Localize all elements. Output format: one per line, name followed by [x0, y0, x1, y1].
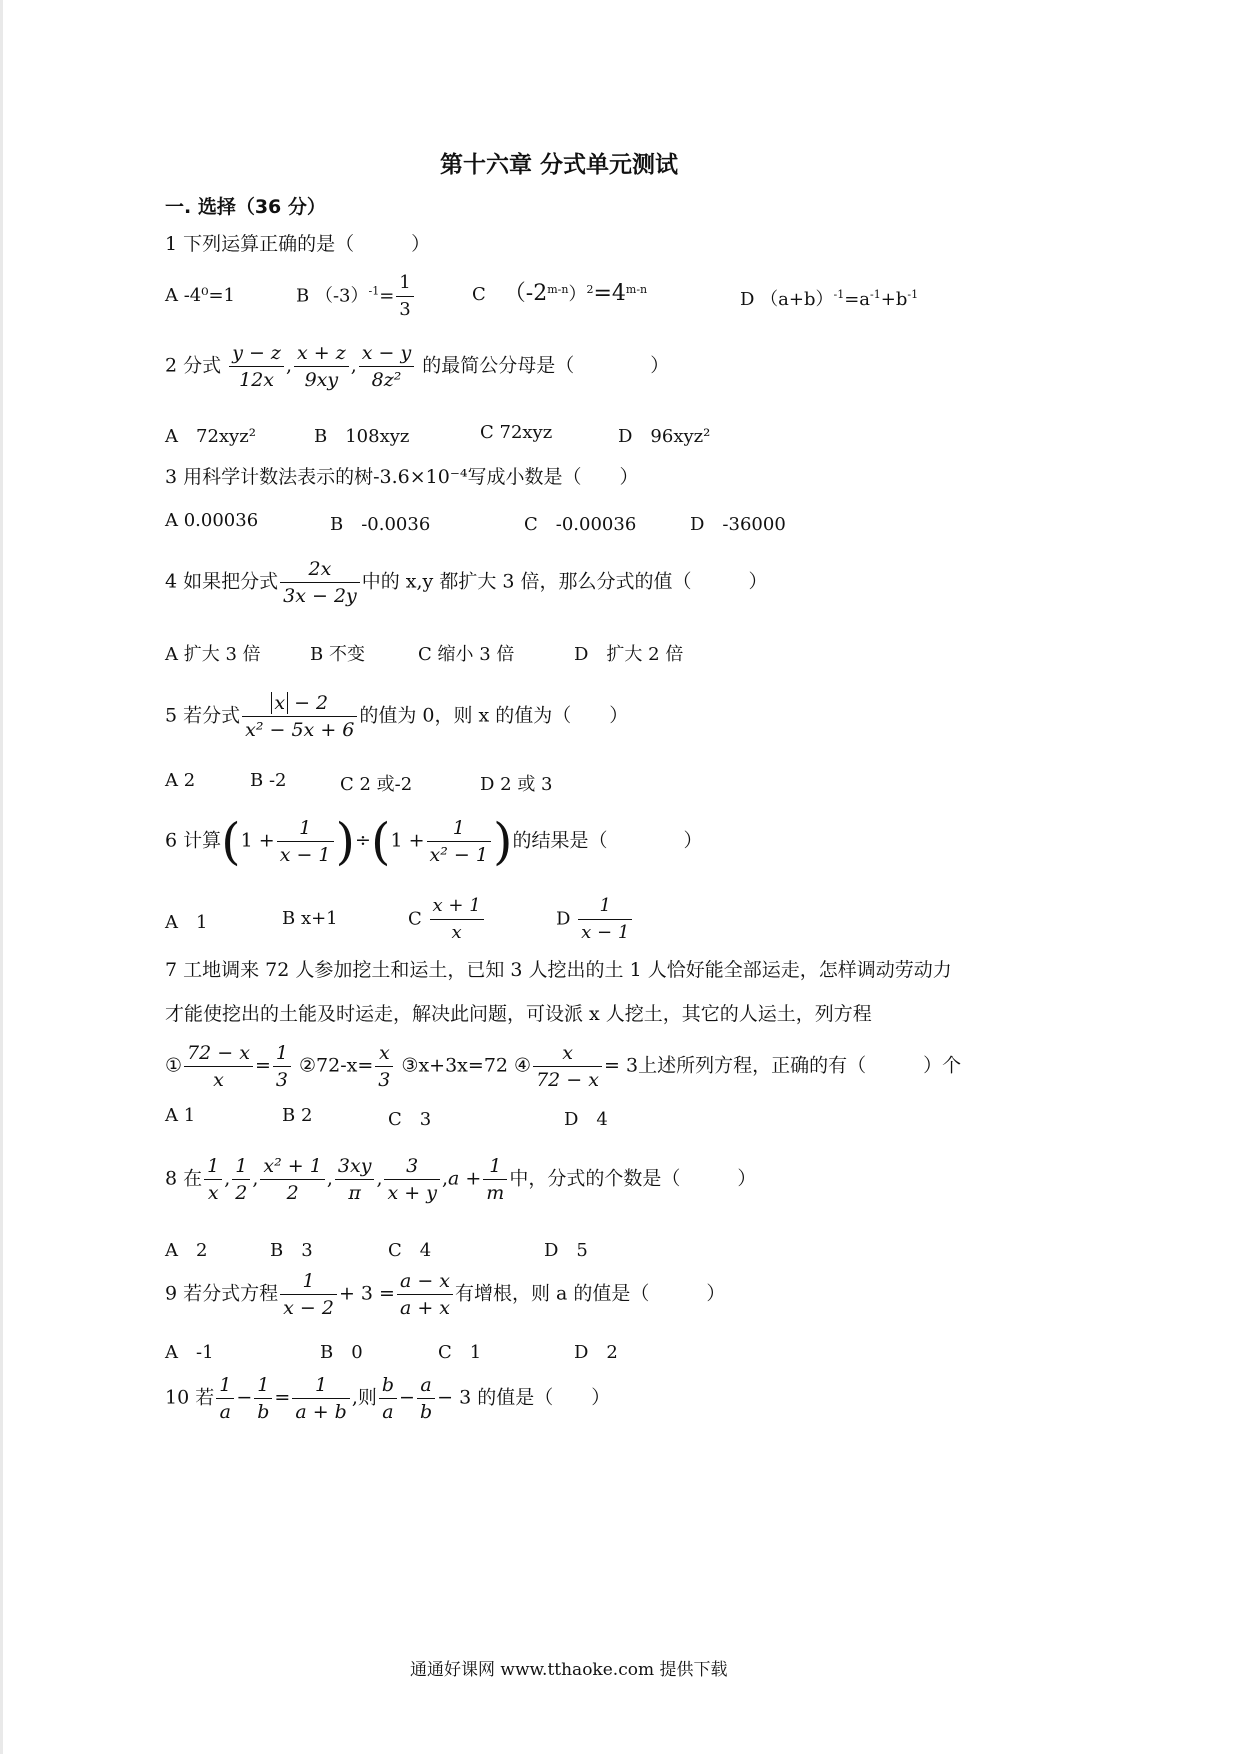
q8-option-d: D 5	[544, 1240, 588, 1261]
q1-option-c: C $(-2^{m-n})^2=4^{m-n}$	[472, 281, 648, 306]
page-title: 第十六章 分式单元测试	[440, 152, 679, 178]
q9-option-d: D 2	[574, 1342, 618, 1363]
q7-option-a: A 1	[165, 1105, 196, 1126]
q6-option-c: C $\frac{x + 1}{x}$	[408, 893, 486, 946]
footer-credit: 通通好课网 www.tthaoke.com 提供下载	[410, 1660, 728, 1680]
question-4-stem: 4 如果把分式 $\frac{2x}{3x - 2y}$ 中的 x,y 都扩大 3 倍，那么分式的值（ ）	[165, 558, 768, 607]
q1-option-b: B $(-3)^{-1}=$ $\frac{1}{3}$	[296, 270, 416, 323]
q9-option-c: C 1	[438, 1342, 482, 1363]
q9-option-b: B 0	[320, 1342, 363, 1363]
question-7-line1: 7 工地调来 72 人参加挖土和运土，已知 3 人挖出的土 1 人恰好能全部运走，怎样调动劳动力	[165, 959, 952, 981]
question-2-stem: 2 分式 $\frac{y - z}{12x}$ , $\frac{x + z}{9xy}$ , $\frac{x - y}{\text{8z²}}$ 的最简公分母是（ ）	[165, 342, 670, 391]
question-1-stem: 1 下列运算正确的是（ ）	[165, 233, 431, 255]
question-5-stem: 5 若分式 $\frac{x - 2}{\text{x² − 5x + 6}}$ 的值为 0，则 x 的值为（ ）	[165, 692, 629, 741]
question-10-stem: 10 若 $\frac{1}{a}$ − $\frac{1}{b}$ = $\frac{1}{a + b}$ ,则 $\frac{b}{a}$ − $\frac{a}{b}$ − 3 的值是（ ）	[165, 1374, 611, 1423]
q5-option-b: B -2	[250, 770, 287, 791]
q4-option-c: C 缩小 3 倍	[418, 644, 515, 665]
q8-option-c: C 4	[388, 1240, 432, 1261]
q1-option-d: D $(a+b)^{-1}=a^{-1}+b^{-1}$	[740, 288, 919, 310]
q8-option-b: B 3	[270, 1240, 313, 1261]
q1-option-a: A -4⁰=1	[165, 285, 236, 306]
q3-option-a: A 0.00036	[165, 510, 259, 531]
q2-option-b: B 108xyz	[314, 426, 410, 447]
question-7-line2: 才能使挖出的土能及时运走，解决此问题，可设派 x 人挖土，其它的人运土，列方程	[165, 1003, 872, 1025]
q7-option-b: B 2	[282, 1105, 313, 1126]
q3-option-d: D -36000	[690, 514, 786, 535]
q8-option-a: A 2	[165, 1240, 208, 1261]
question-3-stem: 3 用科学计数法表示的树-3.6×10⁻⁴写成小数是（ ）	[165, 466, 639, 488]
q4-option-d: D 扩大 2 倍	[574, 644, 684, 665]
q7-option-d: D 4	[564, 1109, 608, 1130]
q2-option-c: C 72xyz	[480, 422, 553, 443]
q2-option-a: A 72xyz²	[165, 426, 256, 447]
q2-option-d: D 96xyz²	[618, 426, 711, 447]
q4-option-a: A 扩大 3 倍	[165, 644, 261, 665]
q7-option-c: C 3	[388, 1109, 432, 1130]
question-8-stem: 8 在 $\frac{1}{x}$ , $\frac{1}{2}$ , $\frac{\text{x² + 1}}{2}$ , $\frac{3xy}{\pi}$ , $\frac{3}{x + y}$ ,a + $\frac{1}{m}$ 中，分式的个数是（ ）	[165, 1155, 757, 1204]
question-6-stem: 6 计算(1 + $\frac{1}{x - 1}$ )÷(1 + $\frac{1}{\text{x² − 1}}$ )的结果是（ ）	[165, 812, 703, 871]
question-7-equations: ① $\frac{72 - x}{x}$ = $\frac{1}{3}$ ②72-x= $\frac{x}{3}$ ③x+3x=72 ④ $\frac{x}{72 - x}$ = 3上述所列方程，正确的有（ ）个	[165, 1042, 962, 1091]
q5-option-a: A 2	[165, 770, 196, 791]
q3-option-b: B -0.0036	[330, 514, 431, 535]
q3-option-c: C -0.00036	[524, 514, 637, 535]
q9-option-a: A -1	[165, 1342, 214, 1363]
q5-option-d: D 2 或 3	[480, 774, 553, 795]
q5-option-c: C 2 或-2	[340, 774, 413, 795]
q6-option-b: B x+1	[282, 908, 338, 929]
q6-option-a: A 1	[165, 912, 208, 933]
q4-option-b: B 不变	[310, 644, 365, 665]
section-heading: 一. 选择（36 分）	[165, 196, 326, 218]
q6-option-d: D $\frac{1}{x - 1}$	[556, 893, 634, 946]
question-9-stem: 9 若分式方程 $\frac{1}{x - 2}$ + 3 = $\frac{a - x}{a + x}$ 有增根，则 a 的值是（ ）	[165, 1270, 726, 1319]
